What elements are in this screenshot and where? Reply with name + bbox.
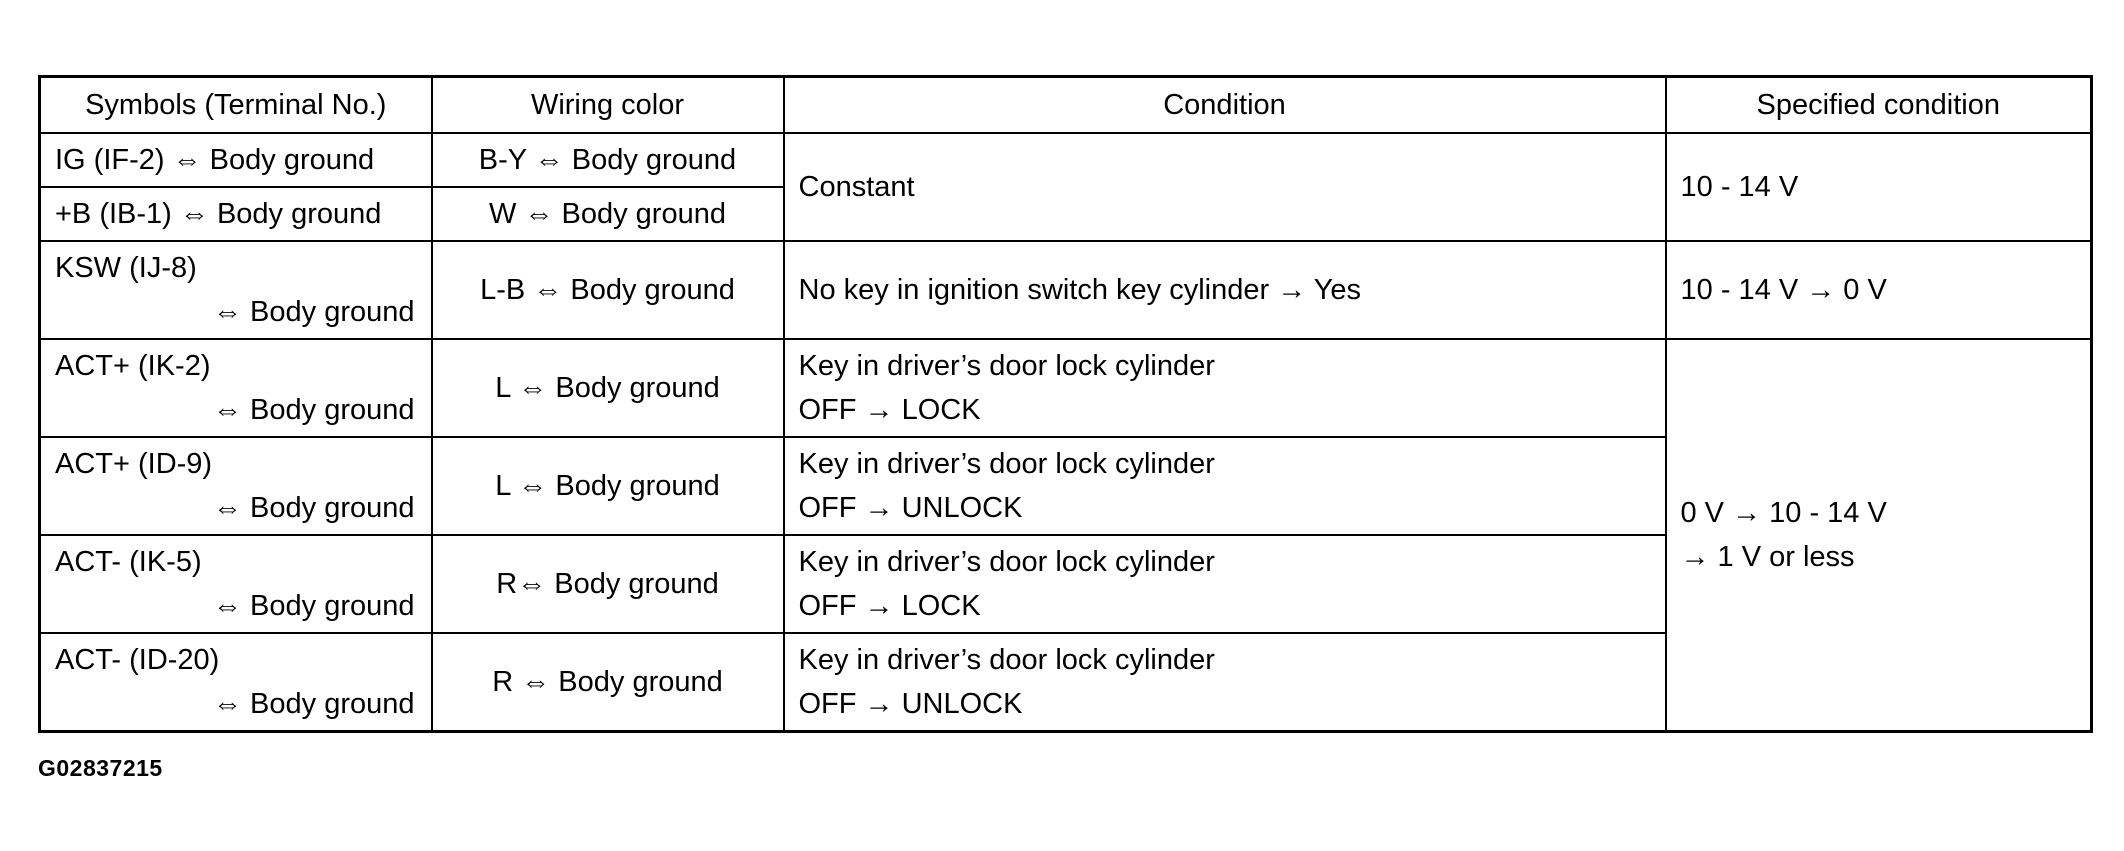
symbol-terminal: ACT- (ID-20) [55,644,220,676]
condition-cell-constant: Constant [784,133,1666,241]
wiring-cell: B-Y ⇔ Body ground [432,133,784,187]
symbol-terminal: ACT+ (ID-9) [55,448,213,480]
figure-id: G02837215 [38,755,163,781]
table-row [40,339,2092,437]
symbol-cell: IG (IF-2) ⇔ Body ground [40,133,432,187]
symbol-cell [40,633,432,732]
condition-line: Key in driver’s door lock cylinder [798,644,1215,676]
header-specified-condition: Specified condition [1666,77,2092,134]
symbol-cell [40,241,432,339]
symbol-ground: ⇔ Body ground [212,590,415,622]
symbol-cell [40,535,432,633]
symbol-ground: ⇔ Body ground [212,688,415,720]
symbol-ground: ⇔ Body ground [212,394,415,426]
condition-cell [784,437,1666,535]
condition-line: OFF → UNLOCK [798,492,1023,524]
specified-line: 0 V → 10 - 14 V [1680,497,1887,529]
condition-line: Key in driver’s door lock cylinder [798,546,1215,578]
condition-cell [784,339,1666,437]
header-condition: Condition [784,77,1666,134]
specified-cell: 10 - 14 V → 0 V [1666,241,2092,339]
condition-cell [784,535,1666,633]
table-header-row [40,77,2092,134]
symbol-ground: ⇔ Body ground [212,492,415,524]
symbol-terminal: ACT+ (IK-2) [55,350,211,382]
symbol-terminal: ACT- (IK-5) [55,546,202,578]
table-row [40,241,2092,339]
condition-line: OFF → UNLOCK [798,688,1023,720]
header-symbols: Symbols (Terminal No.) [40,77,432,134]
symbol-cell [40,437,432,535]
condition-cell [784,633,1666,732]
specification-table [38,75,2093,733]
condition-line: Key in driver’s door lock cylinder [798,350,1215,382]
condition-line: Key in driver’s door lock cylinder [798,448,1215,480]
wiring-cell: L ⇔ Body ground [432,339,784,437]
specified-line: → 1 V or less [1680,541,1855,573]
wiring-cell: W ⇔ Body ground [432,187,784,241]
wiring-cell: R⇔ Body ground [432,535,784,633]
condition-line: OFF → LOCK [798,394,981,426]
condition-line: OFF → LOCK [798,590,981,622]
symbol-cell: +B (IB-1) ⇔ Body ground [40,187,432,241]
wiring-cell: L ⇔ Body ground [432,437,784,535]
header-wiring-color: Wiring color [432,77,784,134]
condition-cell: No key in ignition switch key cylinder → Yes [784,241,1666,339]
specified-cell-constant: 10 - 14 V [1666,133,2092,241]
specified-cell-actuator [1666,339,2092,732]
symbol-ground: ⇔ Body ground [212,296,415,328]
symbol-cell [40,339,432,437]
wiring-cell: R ⇔ Body ground [432,633,784,732]
table-row [40,133,2092,187]
symbol-terminal: KSW (IJ-8) [55,252,197,284]
wiring-cell: L-B ⇔ Body ground [432,241,784,339]
